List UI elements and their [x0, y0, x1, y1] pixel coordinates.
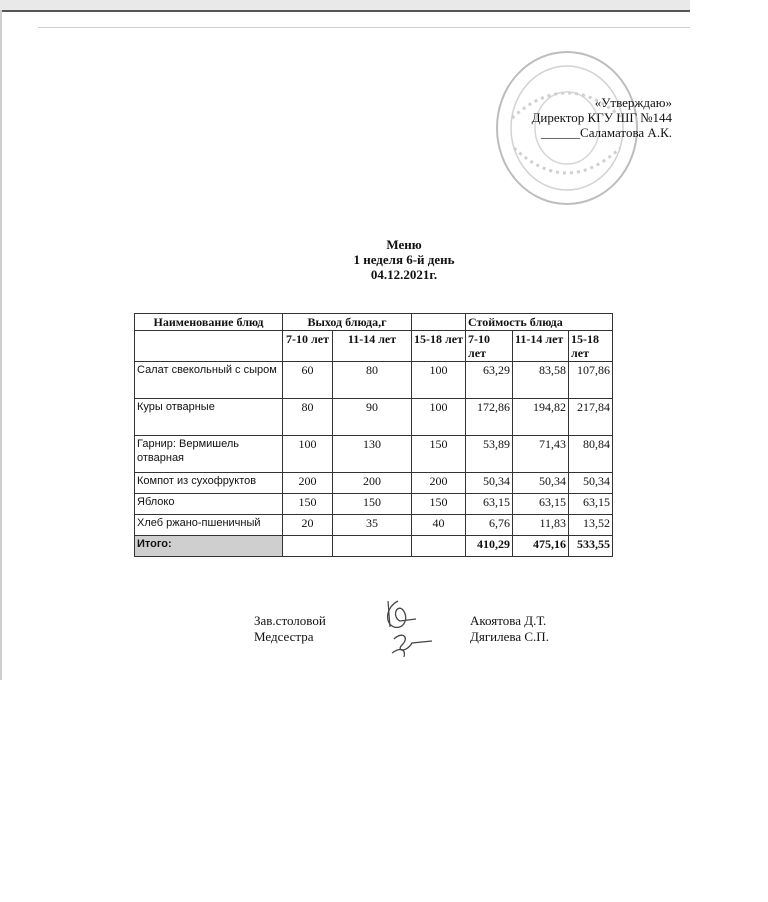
output-15-18: 150 — [412, 494, 466, 515]
output-7-10: 150 — [283, 494, 333, 515]
title-line-3: 04.12.2021г. — [370, 267, 438, 282]
output-7-10: 80 — [283, 399, 333, 436]
menu-table — [134, 313, 613, 557]
table-row — [135, 515, 613, 536]
cost-7-10: 50,34 — [466, 473, 513, 494]
subheader-out-15-18: 15-18 лет — [412, 331, 466, 362]
cost-11-14: 50,34 — [513, 473, 569, 494]
approval-line-3: ______Саламатова А.К. — [541, 125, 672, 140]
title-line-2: 1 неделя 6-й день — [353, 252, 455, 267]
name-canteen-head: Акоятова Д.Т. — [470, 613, 547, 628]
dish-name: Гарнир: Вермишель отварная — [135, 436, 283, 473]
cost-11-14: 194,82 — [513, 399, 569, 436]
name-nurse: Дягилева С.П. — [470, 629, 549, 644]
approval-line-1: «Утверждаю» — [594, 95, 672, 110]
dish-name: Салат свекольный с сыром — [135, 362, 283, 399]
dish-name: Компот из сухофруктов — [135, 473, 283, 494]
output-7-10: 100 — [283, 436, 333, 473]
header-name: Наименование блюд — [135, 314, 283, 331]
output-15-18: 100 — [412, 399, 466, 436]
cost-11-14: 63,15 — [513, 494, 569, 515]
table-row — [135, 362, 613, 399]
total-cost-15-18: 533,55 — [569, 536, 613, 557]
total-empty — [333, 536, 412, 557]
output-11-14: 90 — [333, 399, 412, 436]
scan-left-edge — [0, 10, 2, 680]
header-output: Выход блюда,г — [283, 314, 412, 331]
cost-11-14: 83,58 — [513, 362, 569, 399]
cost-11-14: 11,83 — [513, 515, 569, 536]
cost-15-18: 13,52 — [569, 515, 613, 536]
subheader-out-7-10: 7-10 лет — [283, 331, 333, 362]
dish-name: Хлеб ржано-пшеничный — [135, 515, 283, 536]
output-7-10: 200 — [283, 473, 333, 494]
dish-name: Куры отварные — [135, 399, 283, 436]
handwritten-signature — [376, 597, 436, 659]
subheader-cost-7-10: 7-10 лет — [466, 331, 513, 362]
cost-15-18: 50,34 — [569, 473, 613, 494]
cost-15-18: 63,15 — [569, 494, 613, 515]
output-11-14: 200 — [333, 473, 412, 494]
menu-title — [254, 237, 554, 282]
total-cost-11-14: 475,16 — [513, 536, 569, 557]
subheader-out-11-14: 11-14 лет — [333, 331, 412, 362]
output-11-14: 150 — [333, 494, 412, 515]
total-cost-7-10: 410,29 — [466, 536, 513, 557]
cost-15-18: 217,84 — [569, 399, 613, 436]
cost-11-14: 71,43 — [513, 436, 569, 473]
output-15-18: 100 — [412, 362, 466, 399]
header-cost: Стоймость блюда — [466, 314, 613, 331]
total-row — [135, 536, 613, 557]
scan-top-edge — [0, 0, 690, 12]
subheader-empty — [135, 331, 283, 362]
cost-7-10: 63,15 — [466, 494, 513, 515]
output-11-14: 35 — [333, 515, 412, 536]
output-7-10: 20 — [283, 515, 333, 536]
scan-line — [38, 27, 690, 28]
output-11-14: 80 — [333, 362, 412, 399]
output-15-18: 200 — [412, 473, 466, 494]
table-row — [135, 494, 613, 515]
total-label: Итого: — [135, 536, 283, 557]
table-row — [135, 399, 613, 436]
header-empty — [412, 314, 466, 331]
cost-15-18: 80,84 — [569, 436, 613, 473]
table-row — [135, 436, 613, 473]
total-empty — [283, 536, 333, 557]
cost-7-10: 63,29 — [466, 362, 513, 399]
cost-7-10: 53,89 — [466, 436, 513, 473]
signature-names — [470, 613, 549, 645]
total-empty — [412, 536, 466, 557]
cost-7-10: 172,86 — [466, 399, 513, 436]
output-7-10: 60 — [283, 362, 333, 399]
subheader-cost-11-14: 11-14 лет — [513, 331, 569, 362]
title-line-1: Меню — [386, 237, 422, 252]
table-header-row — [135, 314, 613, 331]
output-15-18: 150 — [412, 436, 466, 473]
signature-roles — [254, 613, 326, 645]
approval-block — [532, 95, 672, 140]
subheader-cost-15-18: 15-18 лет — [569, 331, 613, 362]
approval-line-2: Директор КГУ ШГ №144 — [531, 110, 672, 125]
output-15-18: 40 — [412, 515, 466, 536]
output-11-14: 130 — [333, 436, 412, 473]
table-subheader-row — [135, 331, 613, 362]
role-nurse: Медсестра — [254, 629, 314, 644]
role-canteen-head: Зав.столовой — [254, 613, 326, 628]
cost-15-18: 107,86 — [569, 362, 613, 399]
dish-name: Яблоко — [135, 494, 283, 515]
cost-7-10: 6,76 — [466, 515, 513, 536]
table-row — [135, 473, 613, 494]
